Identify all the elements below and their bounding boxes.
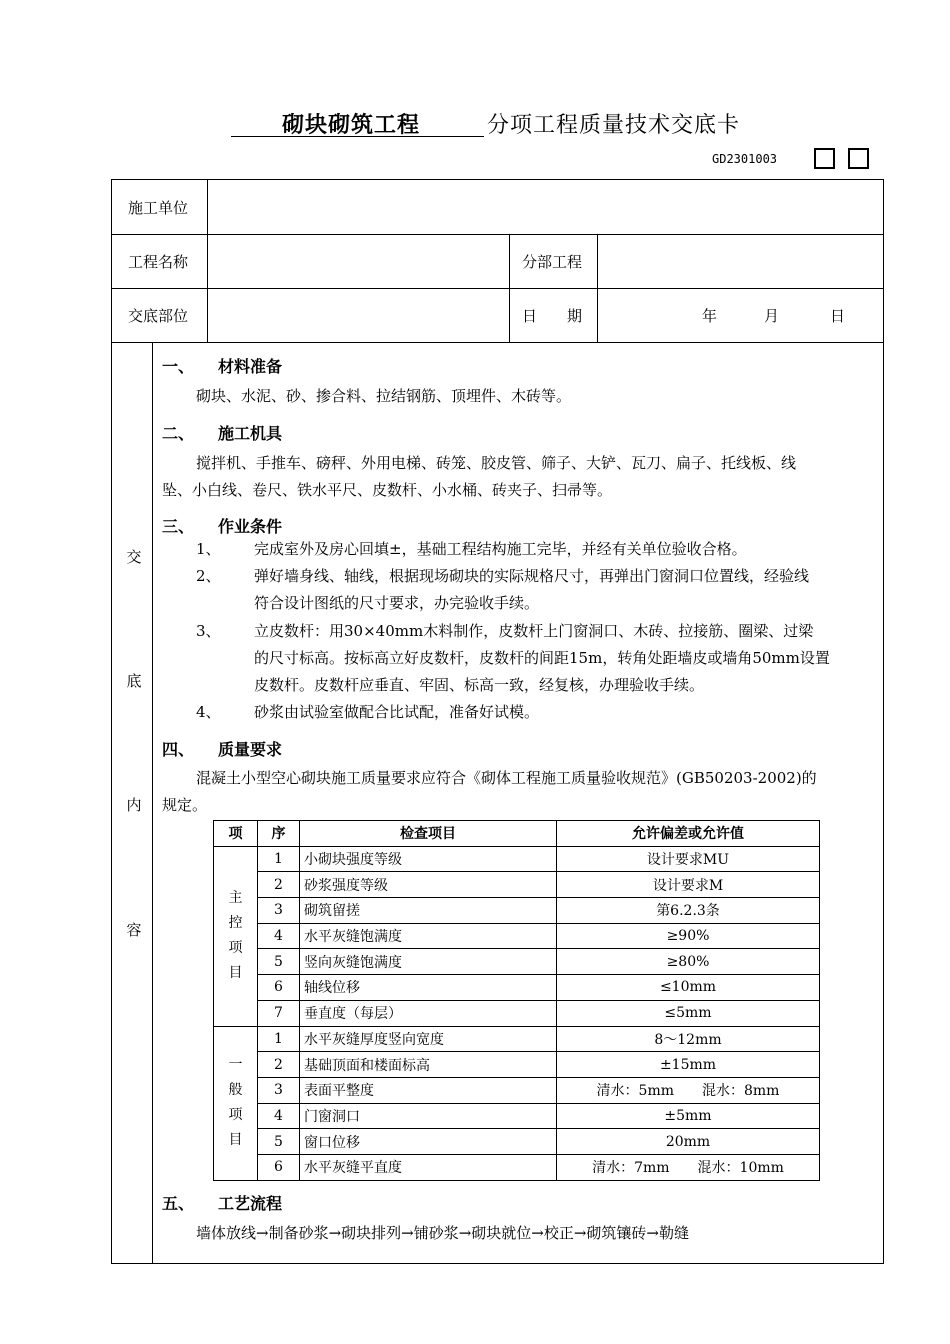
section-title: 施工机具 xyxy=(218,424,283,443)
table-row xyxy=(214,975,820,1001)
section-title: 作业条件 xyxy=(218,517,283,536)
item-text: 的尺寸标高。按标高立好皮数杆，皮数杆的间距15m，转角处距墙皮或墙角50mm设置 xyxy=(254,649,830,667)
item-cell: 门窗洞口 xyxy=(300,1103,557,1129)
table-row xyxy=(214,898,820,924)
table-row xyxy=(214,872,820,898)
value-cell: ≤10mm xyxy=(557,975,820,1001)
quality-text-line: 混凝土小型空心砌块施工质量要求应符合《砌体工程施工质量验收规范》(GB50203-2002)的 xyxy=(196,769,817,787)
seq-cell: 5 xyxy=(258,1129,300,1155)
item-text: 皮数杆。皮数杆应垂直、牢固、标高一致，经复核，办理验收手续。 xyxy=(254,676,705,694)
seq-cell: 2 xyxy=(258,1052,300,1078)
table-row xyxy=(214,1052,820,1078)
day-label: 日 xyxy=(830,307,846,325)
item-cell: 砂浆强度等级 xyxy=(300,872,557,898)
main-control-group-cell xyxy=(214,846,258,1026)
value-cell: ≥80% xyxy=(557,949,820,975)
value-cell: ≥90% xyxy=(557,923,820,949)
item-cell: 竖向灰缝饱满度 xyxy=(300,949,557,975)
header-cell: 序 xyxy=(258,821,300,847)
section-heading xyxy=(162,1191,282,1214)
checkbox-2[interactable] xyxy=(848,148,869,169)
side-label-char: 内 xyxy=(126,796,142,814)
date-label: 日 期 xyxy=(522,307,583,325)
table-row xyxy=(214,1129,820,1155)
section-title: 质量要求 xyxy=(218,740,283,759)
item-cell: 窗口位移 xyxy=(300,1129,557,1155)
col-divider xyxy=(152,342,153,1263)
value-cell: 清水：5mm 混水：8mm xyxy=(557,1077,820,1103)
seq-cell: 1 xyxy=(258,1026,300,1052)
tools-text-line: 搅拌机、手推车、磅秤、外用电梯、砖笼、胶皮管、筛子、大铲、瓦刀、扁子、托线板、线 xyxy=(196,454,797,472)
document-title xyxy=(0,108,950,142)
table-row xyxy=(214,923,820,949)
seq-cell: 2 xyxy=(258,872,300,898)
item-cell: 水平灰缝平直度 xyxy=(300,1154,557,1180)
section-number: 三、 xyxy=(162,517,195,536)
seq-cell: 4 xyxy=(258,923,300,949)
quality-table xyxy=(213,820,820,1181)
section-number: 四、 xyxy=(162,740,195,759)
table-header-row xyxy=(214,821,820,847)
table-row xyxy=(214,1077,820,1103)
section-heading xyxy=(162,737,282,760)
title-suffix: 分项工程质量技术交底卡 xyxy=(487,113,741,138)
header-cell: 项 xyxy=(214,821,258,847)
handover-part-label: 交底部位 xyxy=(128,307,189,325)
seq-cell: 6 xyxy=(258,1154,300,1180)
table-row xyxy=(214,1000,820,1026)
table-row xyxy=(214,1103,820,1129)
value-cell: 8～12mm xyxy=(557,1026,820,1052)
group-char: 项 xyxy=(228,940,243,957)
item-cell: 水平灰缝厚度竖向宽度 xyxy=(300,1026,557,1052)
group-char: 般 xyxy=(228,1082,243,1099)
section-title: 材料准备 xyxy=(218,357,283,376)
group-char: 主 xyxy=(228,890,243,907)
group-char: 目 xyxy=(228,965,243,982)
seq-cell: 4 xyxy=(258,1103,300,1129)
seq-cell: 3 xyxy=(258,1077,300,1103)
table-row xyxy=(214,1026,820,1052)
month-label: 月 xyxy=(764,307,780,325)
seq-cell: 3 xyxy=(258,898,300,924)
seq-cell: 1 xyxy=(258,846,300,872)
side-label-char: 底 xyxy=(126,672,142,690)
section-heading xyxy=(162,514,282,537)
checkbox-1[interactable] xyxy=(814,148,835,169)
col-divider xyxy=(509,234,510,342)
section-number: 二、 xyxy=(162,424,195,443)
construction-unit-label: 施工单位 xyxy=(128,199,189,217)
value-cell: ±5mm xyxy=(557,1103,820,1129)
item-number: 1、 xyxy=(196,540,221,558)
sub-project-field[interactable] xyxy=(598,235,883,287)
group-char: 项 xyxy=(228,1107,243,1124)
handover-part-field[interactable] xyxy=(208,289,508,341)
item-text: 完成室外及房心回填±，基础工程结构施工完毕，并经有关单位验收合格。 xyxy=(254,540,747,558)
year-label: 年 xyxy=(702,307,718,325)
seq-cell: 6 xyxy=(258,975,300,1001)
title-project-name: 砌块砌筑工程 xyxy=(282,113,421,138)
item-text: 符合设计图纸的尺寸要求，办完验收手续。 xyxy=(254,594,540,612)
item-cell: 砌筑留搓 xyxy=(300,898,557,924)
item-number: 3、 xyxy=(196,622,221,640)
section-title: 工艺流程 xyxy=(218,1194,283,1213)
section-number: 五、 xyxy=(162,1194,195,1213)
process-flow-text: 墙体放线→制备砂浆→砌块排列→铺砂浆→砌块就位→校正→砌筑镶砖→勒缝 xyxy=(196,1224,689,1242)
value-cell: ±15mm xyxy=(557,1052,820,1078)
seq-cell: 7 xyxy=(258,1000,300,1026)
side-label-char: 交 xyxy=(126,548,142,566)
seq-cell: 5 xyxy=(258,949,300,975)
section-number: 一、 xyxy=(162,357,195,376)
document-code: GD2301003 xyxy=(712,152,778,166)
item-cell: 基础顶面和楼面标高 xyxy=(300,1052,557,1078)
form-frame xyxy=(111,179,884,1264)
value-cell: 20mm xyxy=(557,1129,820,1155)
item-cell: 垂直度（每层） xyxy=(300,1000,557,1026)
item-text: 弹好墙身线、轴线，根据现场砌块的实际规格尺寸，再弹出门窗洞口位置线，经验线 xyxy=(254,567,810,585)
item-cell: 表面平整度 xyxy=(300,1077,557,1103)
materials-text: 砌块、水泥、砂、掺合料、拉结钢筋、顶埋件、木砖等。 xyxy=(196,387,572,405)
item-cell: 轴线位移 xyxy=(300,975,557,1001)
value-cell: 清水：7mm 混水：10mm xyxy=(557,1154,820,1180)
group-char: 一 xyxy=(228,1057,243,1074)
quality-text-line: 规定。 xyxy=(162,796,208,814)
value-cell: 第6.2.3条 xyxy=(557,898,820,924)
item-cell: 小砌块强度等级 xyxy=(300,846,557,872)
section-heading xyxy=(162,354,282,377)
project-name-label: 工程名称 xyxy=(128,253,189,271)
tools-text-line: 坠、小白线、卷尺、铁水平尺、皮数杆、小水桶、砖夹子、扫帚等。 xyxy=(162,481,613,499)
side-label-char: 容 xyxy=(126,921,142,939)
value-cell: 设计要求M xyxy=(557,872,820,898)
row-divider xyxy=(112,342,883,343)
group-char: 目 xyxy=(228,1132,243,1149)
construction-unit-field[interactable] xyxy=(208,181,883,233)
section-heading xyxy=(162,421,282,444)
item-cell: 水平灰缝饱满度 xyxy=(300,923,557,949)
header-cell: 检查项目 xyxy=(300,821,557,847)
item-number: 4、 xyxy=(196,703,221,721)
project-name-field[interactable] xyxy=(208,235,508,287)
table-row xyxy=(214,949,820,975)
item-text: 砂浆由试验室做配合比试配，准备好试模。 xyxy=(254,703,540,721)
sub-project-label: 分部工程 xyxy=(522,253,583,271)
group-char: 控 xyxy=(228,915,243,932)
general-group-cell xyxy=(214,1026,258,1180)
item-text: 立皮数杆：用30×40mm木料制作，皮数杆上门窗洞口、木砖、拉接筋、圈梁、过梁 xyxy=(254,622,814,640)
item-number: 2、 xyxy=(196,567,221,585)
table-row xyxy=(214,846,820,872)
value-cell: 设计要求MU xyxy=(557,846,820,872)
table-row xyxy=(214,1154,820,1180)
value-cell: ≤5mm xyxy=(557,1000,820,1026)
header-cell: 允许偏差或允许值 xyxy=(557,821,820,847)
